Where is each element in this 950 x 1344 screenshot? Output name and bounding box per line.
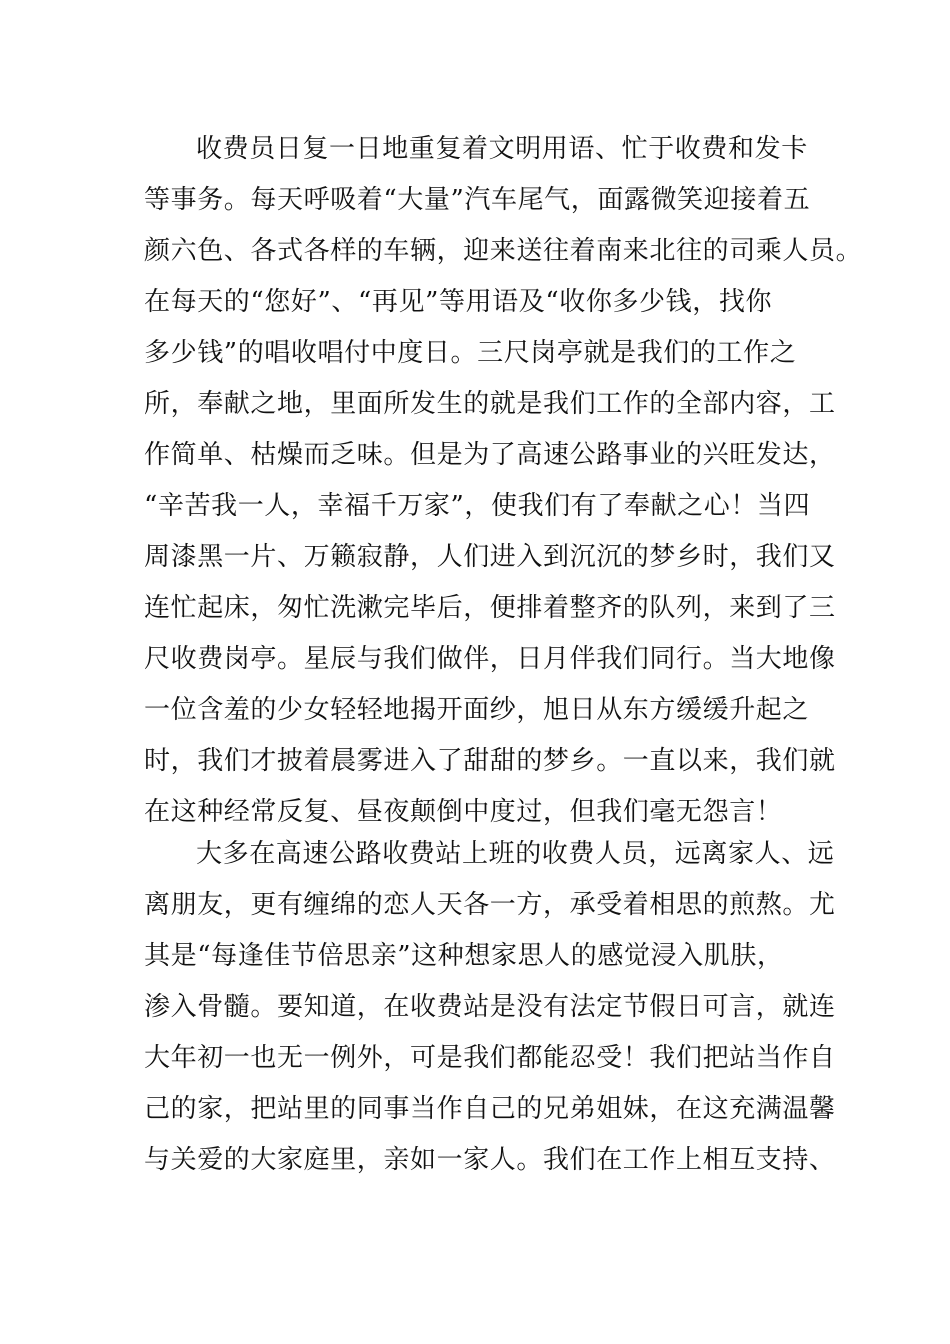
paragraph-line: 时，我们才披着晨雾进入了甜甜的梦乡。一直以来，我们就 <box>144 746 836 776</box>
paragraph-2 <box>144 829 836 1186</box>
paragraph-line: 在每天的“您好”、“再见”等用语及“收你多少钱，找你 <box>144 287 773 317</box>
paragraph-line: 大多在高速公路收费站上班的收费人员，远离家人、远 <box>196 839 835 869</box>
paragraph-line: 大年初一也无一例外，可是我们都能忍受！我们把站当作自 <box>144 1043 836 1073</box>
paragraph-1 <box>144 124 863 838</box>
paragraph-line: 周漆黑一片、万籁寂静，人们进入到沉沉的梦乡时，我们又 <box>144 542 836 572</box>
paragraph-line: 所，奉献之地，里面所发生的就是我们工作的全部内容，工 <box>144 389 836 419</box>
paragraph-line: 与关爱的大家庭里，亲如一家人。我们在工作上相互支持、 <box>144 1145 836 1175</box>
paragraph-line: 离朋友，更有缠绵的恋人天各一方，承受着相思的煎熬。尤 <box>144 890 836 920</box>
paragraph-line: 一位含羞的少女轻轻地揭开面纱，旭日从东方缓缓升起之 <box>144 695 810 725</box>
paragraph-line: 渗入骨髓。要知道，在收费站是没有法定节假日可言，就连 <box>144 992 836 1022</box>
paragraph-line: 作简单、枯燥而乏味。但是为了高速公路事业的兴旺发达， <box>144 440 836 470</box>
paragraph-line: 其是“每逢佳节倍思亲”这种想家思人的感觉浸入肌肤， <box>144 941 784 971</box>
paragraph-line: 多少钱”的唱收唱付中度日。三尺岗亭就是我们的工作之 <box>144 338 797 368</box>
paragraph-line: 颜六色、各式各样的车辆，迎来送往着南来北往的司乘人员。 <box>144 236 863 266</box>
paragraph-line: “辛苦我一人，幸福千万家”，使我们有了奉献之心！当四 <box>144 491 811 521</box>
paragraph-line: 连忙起床，匆忙洗漱完毕后，便排着整齐的队列，来到了三 <box>144 593 836 623</box>
paragraph-line: 在这种经常反复、昼夜颠倒中度过，但我们毫无怨言！ <box>144 797 783 827</box>
paragraph-line: 收费员日复一日地重复着文明用语、忙于收费和发卡 <box>196 134 808 164</box>
paragraph-line: 等事务。每天呼吸着“大量”汽车尾气，面露微笑迎接着五 <box>144 185 811 215</box>
paragraph-line: 己的家，把站里的同事当作自己的兄弟姐妹，在这充满温馨 <box>144 1094 836 1124</box>
paragraph-line: 尺收费岗亭。星辰与我们做伴，日月伴我们同行。当大地像 <box>144 644 836 674</box>
